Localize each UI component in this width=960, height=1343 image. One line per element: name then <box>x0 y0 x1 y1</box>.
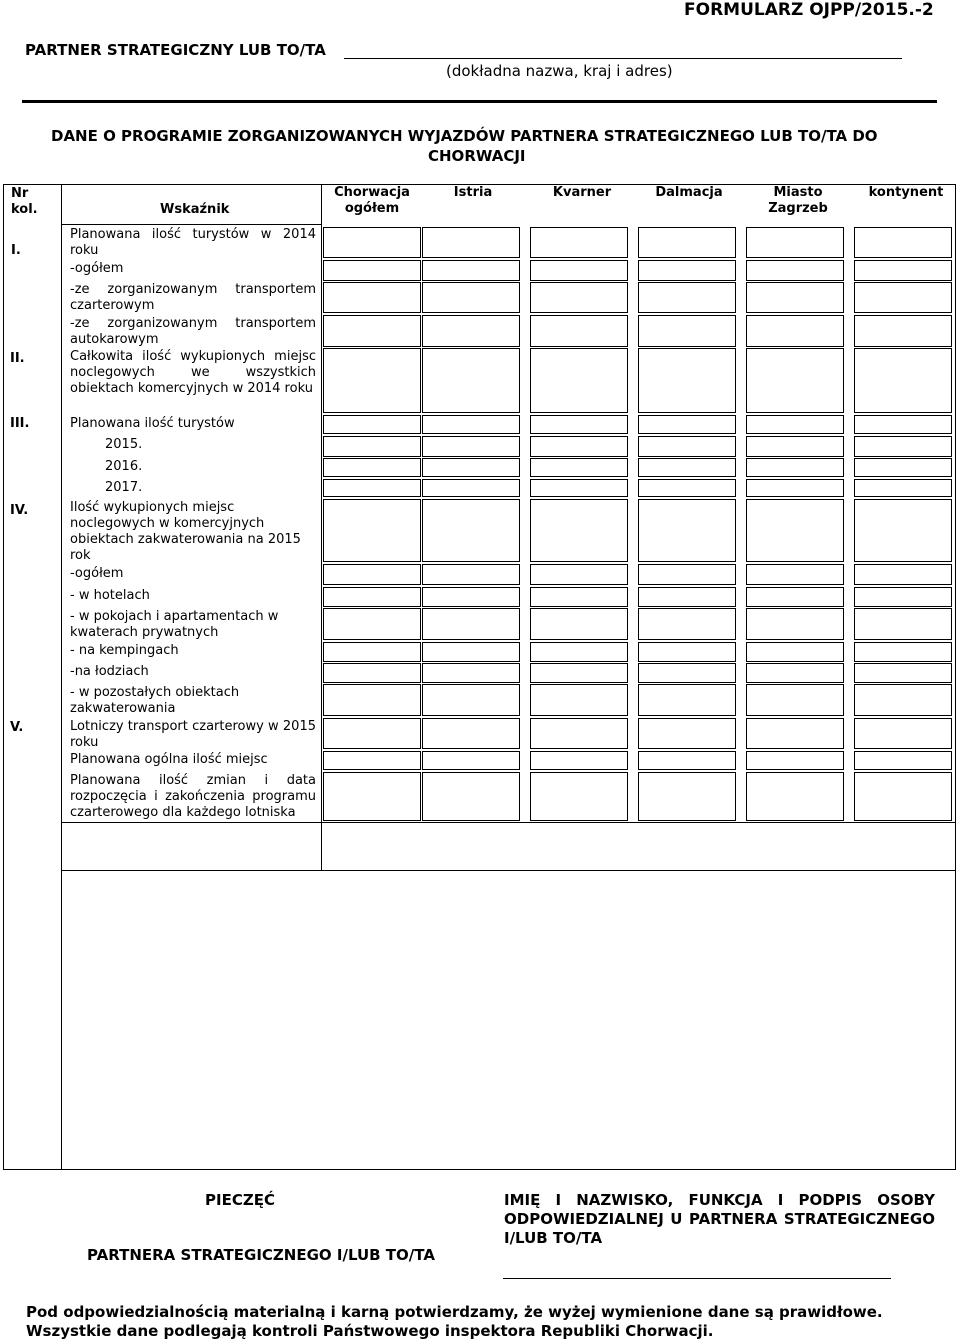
table-cell[interactable] <box>854 608 952 640</box>
table-cell[interactable] <box>854 315 952 347</box>
table-body-end <box>61 822 956 823</box>
table-cell[interactable] <box>422 587 520 607</box>
table-cell[interactable] <box>530 260 628 281</box>
col-istria-header: Istria <box>453 185 493 200</box>
table-cell[interactable] <box>530 348 628 413</box>
partner-hint: (dokładna nazwa, kraj i adres) <box>446 62 673 80</box>
table-cell[interactable] <box>422 564 520 585</box>
section-number: II. <box>10 351 25 366</box>
table-cell[interactable] <box>638 499 736 562</box>
table-cell[interactable] <box>422 260 520 281</box>
stamp-owner: PARTNERA STRATEGICZNEGO I/LUB TO/TA <box>87 1246 435 1264</box>
notes-area[interactable] <box>61 870 956 1170</box>
table-cell[interactable] <box>422 663 520 683</box>
indicator-label: Planowana ilość turystów w 2014 roku <box>70 227 316 258</box>
table-cell[interactable] <box>746 587 844 607</box>
table-cell[interactable] <box>530 282 628 313</box>
indicator-label: 2017. <box>105 480 143 495</box>
table-cell[interactable] <box>638 684 736 716</box>
table-cell[interactable] <box>422 684 520 716</box>
table-cell[interactable] <box>854 499 952 562</box>
table-cell[interactable] <box>638 663 736 683</box>
table-cell[interactable] <box>854 458 952 477</box>
table-cell[interactable] <box>530 684 628 716</box>
table-cell[interactable] <box>530 479 628 497</box>
table-cell[interactable] <box>323 458 421 477</box>
indicator-label: -ogółem <box>70 566 124 581</box>
table-cell[interactable] <box>746 415 844 434</box>
table-cell[interactable] <box>530 227 628 258</box>
table-cell[interactable] <box>530 499 628 562</box>
table-cell[interactable] <box>638 751 736 770</box>
indicator-label: Lotniczy transport czarterowy w 2015 roku <box>70 719 316 750</box>
indicator-label: 2015. <box>105 437 143 452</box>
table-cell[interactable] <box>638 458 736 477</box>
indicator-label: - na kempingach <box>70 643 179 658</box>
table-cell[interactable] <box>854 436 952 457</box>
indicator-label: Ilość wykupionych miejsc noclegowych w komercyjnych obiektach zakwaterowania na 2015 rok <box>70 500 301 563</box>
table-cell[interactable] <box>530 436 628 457</box>
table-cell[interactable] <box>854 415 952 434</box>
table-cell[interactable] <box>530 608 628 640</box>
table-cell[interactable] <box>422 436 520 457</box>
table-cell[interactable] <box>530 458 628 477</box>
table-cell[interactable] <box>854 751 952 770</box>
table-cell[interactable] <box>746 348 844 413</box>
indicator-label: Planowana ilość zmian i data rozpoczęcia i zakończenia programu czarterowego dla każdego lotniska <box>70 773 316 820</box>
table-cell[interactable] <box>323 436 421 457</box>
table-cell[interactable] <box>746 772 844 821</box>
table-cell[interactable] <box>854 642 952 662</box>
table-cell[interactable] <box>746 684 844 716</box>
indicator-label: 2016. <box>105 459 143 474</box>
form-code: FORMULARZ OJPP/2015.-2 <box>684 0 934 20</box>
table-cell[interactable] <box>530 642 628 662</box>
signature-line[interactable] <box>503 1278 891 1279</box>
table-cell[interactable] <box>746 436 844 457</box>
table-cell[interactable] <box>746 260 844 281</box>
indicator-label: -ogółem <box>70 261 124 276</box>
indicator-label: - w pokojach i apartamentach w kwaterach prywatnych <box>70 609 279 640</box>
table-cell[interactable] <box>638 608 736 640</box>
table-cell[interactable] <box>746 751 844 770</box>
table-cell[interactable] <box>854 684 952 716</box>
section-number: I. <box>11 243 21 258</box>
indicator-label: Planowana ogólna ilość miejsc <box>70 752 268 767</box>
col-croatia-header: Chorwacja ogółem <box>334 185 410 216</box>
table-cell[interactable] <box>746 227 844 258</box>
indicator-label: Całkowita ilość wykupionych miejsc noclegowych we wszystkich obiektach komercyjnych w 2014 roku <box>70 349 316 396</box>
table-cell[interactable] <box>638 315 736 347</box>
table-cell[interactable] <box>323 415 421 434</box>
section-title-line1: DANE O PROGRAMIE ZORGANIZOWANYCH WYJAZDÓW PARTNERA STRATEGICZNEGO LUB TO/TA DO <box>51 127 878 145</box>
table-cell[interactable] <box>422 751 520 770</box>
table-cell[interactable] <box>638 282 736 313</box>
table-cell[interactable] <box>854 282 952 313</box>
table-cell[interactable] <box>530 564 628 585</box>
table-cell[interactable] <box>530 415 628 434</box>
table-cell[interactable] <box>323 608 421 640</box>
table-cell[interactable] <box>638 348 736 413</box>
table-cell[interactable] <box>323 751 421 770</box>
table-cell[interactable] <box>323 348 421 413</box>
table-cell[interactable] <box>746 282 844 313</box>
declaration-line2: Wszystkie dane podlegają kontroli Państwowego inspektora Republiki Chorwacji. <box>26 1322 714 1340</box>
stamp-label: PIECZĘĆ <box>205 1191 275 1209</box>
table-cell[interactable] <box>638 642 736 662</box>
table-cell[interactable] <box>422 415 520 434</box>
table-cell[interactable] <box>530 751 628 770</box>
table-cell[interactable] <box>323 587 421 607</box>
table-cell[interactable] <box>638 587 736 607</box>
table-cell[interactable] <box>422 348 520 413</box>
indicator-label: -ze zorganizowanym transportem czarterowym <box>70 282 316 313</box>
partner-name-line[interactable] <box>344 58 902 59</box>
col-dalmatia-header: Dalmacja <box>655 185 723 200</box>
table-cell[interactable] <box>638 479 736 497</box>
table-cell[interactable] <box>854 772 952 821</box>
table-cell[interactable] <box>422 315 520 347</box>
table-cell[interactable] <box>638 436 736 457</box>
table-cell[interactable] <box>638 772 736 821</box>
table-cell[interactable] <box>323 663 421 683</box>
table-cell[interactable] <box>854 260 952 281</box>
table-cell[interactable] <box>422 718 520 749</box>
header-row-divider <box>61 224 321 225</box>
table-cell[interactable] <box>323 642 421 662</box>
col-zagreb-header: Miasto Zagrzeb <box>768 185 828 216</box>
table-cell[interactable] <box>422 227 520 258</box>
col-indicator-header: Wskaźnik <box>160 202 230 217</box>
table-cell[interactable] <box>323 772 421 821</box>
signature-label: IMIĘ I NAZWISKO, FUNKCJA I PODPIS OSOBY ODPOWIEDZIALNEJ U PARTNERA STRATEGICZNEGO I/LUB TO/TA <box>504 1191 935 1247</box>
table-cell[interactable] <box>323 718 421 749</box>
table-cell[interactable] <box>638 415 736 434</box>
table-cell[interactable] <box>422 499 520 562</box>
table-cell[interactable] <box>854 348 952 413</box>
table-cell[interactable] <box>530 772 628 821</box>
table-cell[interactable] <box>530 587 628 607</box>
table-cell[interactable] <box>422 479 520 497</box>
table-cell[interactable] <box>422 608 520 640</box>
table-cell[interactable] <box>323 479 421 497</box>
section-number: V. <box>10 720 24 735</box>
col-kvarner-header: Kvarner <box>552 185 612 200</box>
table-cell[interactable] <box>422 458 520 477</box>
table-cell[interactable] <box>746 718 844 749</box>
table-cell[interactable] <box>746 315 844 347</box>
table-cell[interactable] <box>638 260 736 281</box>
table-cell[interactable] <box>746 564 844 585</box>
table-cell[interactable] <box>746 479 844 497</box>
table-cell[interactable] <box>854 663 952 683</box>
table-cell[interactable] <box>746 499 844 562</box>
indicator-label: Planowana ilość turystów <box>70 416 235 431</box>
table-cell[interactable] <box>746 642 844 662</box>
table-cell[interactable] <box>854 718 952 749</box>
table-cell[interactable] <box>854 227 952 258</box>
indicator-label: -na łodziach <box>70 664 149 679</box>
col-nr-header: Nr kol. <box>11 186 38 217</box>
declaration-line1: Pod odpowiedzialnością materialną i karną potwierdzamy, że wyżej wymienione dane są prawidłowe. <box>26 1303 883 1321</box>
table-cell[interactable] <box>746 663 844 683</box>
table-cell[interactable] <box>323 499 421 562</box>
indicator-label: - w hotelach <box>70 588 150 603</box>
table-cell[interactable] <box>422 772 520 821</box>
table-cell[interactable] <box>638 227 736 258</box>
header-separator <box>22 100 937 103</box>
indicator-label: - w pozostałych obiektach zakwaterowania <box>70 685 240 716</box>
table-cell[interactable] <box>530 718 628 749</box>
table-cell[interactable] <box>323 260 421 281</box>
section-number: IV. <box>10 503 29 518</box>
table-cell[interactable] <box>422 642 520 662</box>
indicator-label: -ze zorganizowanym transportem autokarowym <box>70 316 316 347</box>
table-cell[interactable] <box>422 282 520 313</box>
col-continent-header: kontynent <box>868 185 944 200</box>
section-title-line2: CHORWACJI <box>428 147 526 165</box>
table-cell[interactable] <box>323 315 421 347</box>
table-cell[interactable] <box>323 684 421 716</box>
table-cell[interactable] <box>746 458 844 477</box>
table-cell[interactable] <box>854 564 952 585</box>
table-cell[interactable] <box>638 718 736 749</box>
table-cell[interactable] <box>746 608 844 640</box>
partner-label: PARTNER STRATEGICZNY LUB TO/TA <box>25 41 326 59</box>
table-cell[interactable] <box>854 587 952 607</box>
section-number: III. <box>10 416 30 431</box>
table-cell[interactable] <box>638 564 736 585</box>
table-cell[interactable] <box>323 282 421 313</box>
table-cell[interactable] <box>323 227 421 258</box>
table-cell[interactable] <box>854 479 952 497</box>
table-cell[interactable] <box>530 663 628 683</box>
table-cell[interactable] <box>323 564 421 585</box>
table-cell[interactable] <box>530 315 628 347</box>
